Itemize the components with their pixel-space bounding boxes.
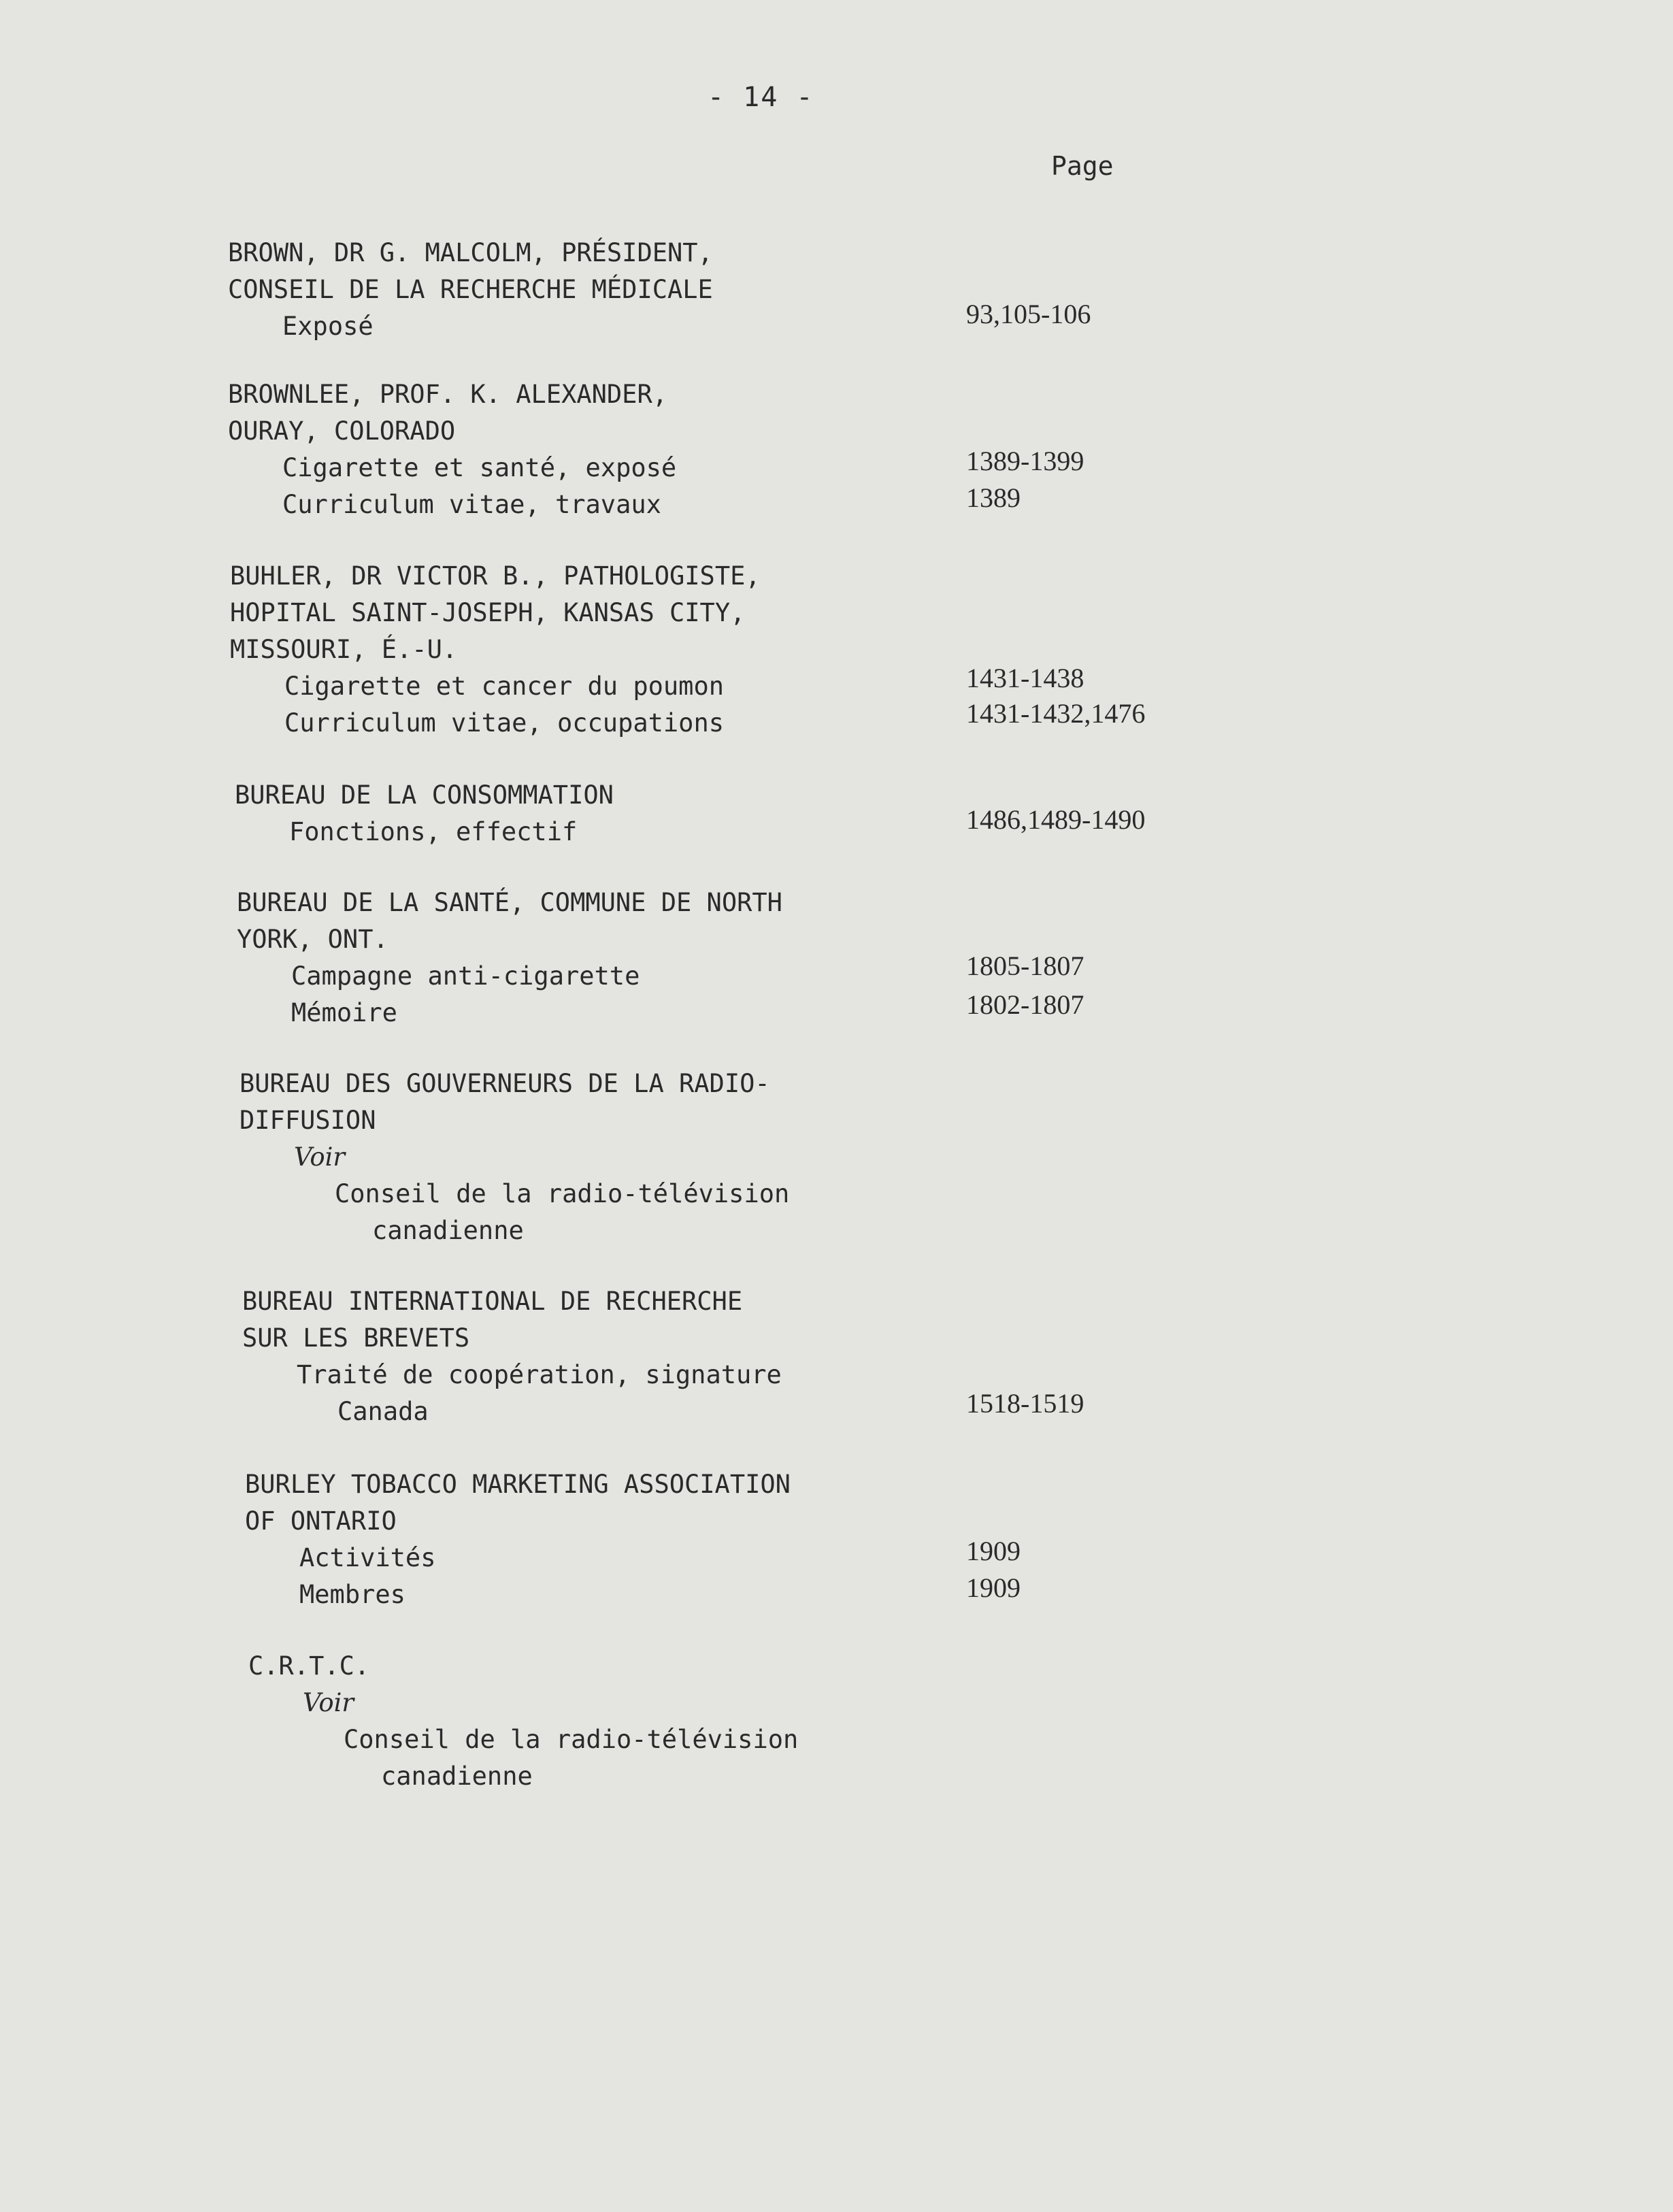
entry-heading-line: OF ONTARIO: [245, 1506, 397, 1536]
index-entry-bureau-gouverneurs: [239, 1066, 1056, 1249]
page-reference: 1431-1432,1476: [966, 698, 1146, 729]
entry-subheading: Curriculum vitae, travaux: [282, 490, 661, 519]
page-reference: 1518-1519: [966, 1388, 1084, 1419]
entry-heading-line: CONSEIL DE LA RECHERCHE MÉDICALE: [228, 275, 713, 304]
page-reference: 1909: [966, 1572, 1021, 1603]
page-reference: 1909: [966, 1536, 1021, 1566]
entry-subheading: Exposé: [282, 312, 374, 341]
entry-heading-line: HOPITAL SAINT-JOSEPH, KANSAS CITY,: [230, 598, 746, 627]
entry-subheading: Fonctions, effectif: [289, 817, 578, 846]
index-entry-burley: [245, 1466, 1061, 1613]
index-entry-bureau-consommation: [235, 777, 1051, 851]
entry-heading-line: DIFFUSION: [239, 1106, 376, 1135]
page-reference: 1389: [966, 482, 1021, 513]
see-reference-target: Conseil de la radio-télévision: [335, 1179, 790, 1208]
page-reference: 1805-1807: [966, 951, 1084, 981]
see-reference-target: Conseil de la radio-télévision: [344, 1725, 799, 1754]
entry-subheading: Mémoire: [291, 998, 397, 1027]
page-column-header: Page: [1051, 151, 1114, 181]
entry-subheading: Membres: [299, 1580, 405, 1609]
entry-heading-line: SUR LES BREVETS: [242, 1323, 470, 1353]
page-reference: 1802-1807: [966, 989, 1084, 1020]
entry-heading-line: C.R.T.C.: [248, 1651, 370, 1681]
page-reference: 1486,1489-1490: [966, 804, 1146, 835]
index-entry-brownlee: [228, 376, 1044, 523]
entry-heading-line: BROWN, DR G. MALCOLM, PRÉSIDENT,: [228, 238, 713, 267]
index-entry-crtc: [248, 1648, 1065, 1795]
index-entry-brown: [228, 235, 1044, 345]
index-entry-buhler: [230, 558, 1046, 742]
entry-subsubheading: Canada: [337, 1397, 429, 1426]
page-reference: 93,105-106: [966, 299, 1091, 329]
entry-heading-line: BUREAU DES GOUVERNEURS DE LA RADIO-: [239, 1069, 770, 1098]
entry-subheading: Activités: [299, 1543, 436, 1572]
entry-heading-line: BUREAU DE LA CONSOMMATION: [235, 780, 614, 810]
entry-heading-line: OURAY, COLORADO: [228, 416, 456, 446]
entry-subheading: Curriculum vitae, occupations: [284, 708, 725, 738]
entry-subheading: Cigarette et cancer du poumon: [284, 672, 725, 701]
see-reference-label: Voir: [303, 1688, 354, 1717]
entry-heading-line: MISSOURI, É.-U.: [230, 635, 458, 664]
see-reference-target: canadienne: [372, 1216, 524, 1245]
entry-heading-line: BUHLER, DR VICTOR B., PATHOLOGISTE,: [230, 561, 761, 591]
entry-heading-line: YORK, ONT.: [237, 925, 388, 954]
entry-subheading: Cigarette et santé, exposé: [282, 453, 677, 482]
see-reference-target: canadienne: [381, 1762, 533, 1791]
index-entry-bureau-sante: [237, 885, 1053, 1031]
page-reference: 1431-1438: [966, 663, 1084, 693]
entry-subheading: Campagne anti-cigarette: [291, 961, 640, 991]
see-reference-label: Voir: [294, 1142, 346, 1172]
page-reference: 1389-1399: [966, 446, 1084, 476]
entry-heading-line: BURLEY TOBACCO MARKETING ASSOCIATION: [245, 1470, 791, 1499]
entry-heading-line: BUREAU DE LA SANTÉ, COMMUNE DE NORTH: [237, 888, 782, 917]
page-number: - 14 -: [708, 82, 814, 113]
entry-heading-line: BUREAU INTERNATIONAL DE RECHERCHE: [242, 1287, 743, 1316]
entry-subheading: Traité de coopération, signature: [297, 1360, 782, 1389]
index-entry-bureau-international: [242, 1283, 1059, 1430]
entry-heading-line: BROWNLEE, PROF. K. ALEXANDER,: [228, 380, 668, 409]
